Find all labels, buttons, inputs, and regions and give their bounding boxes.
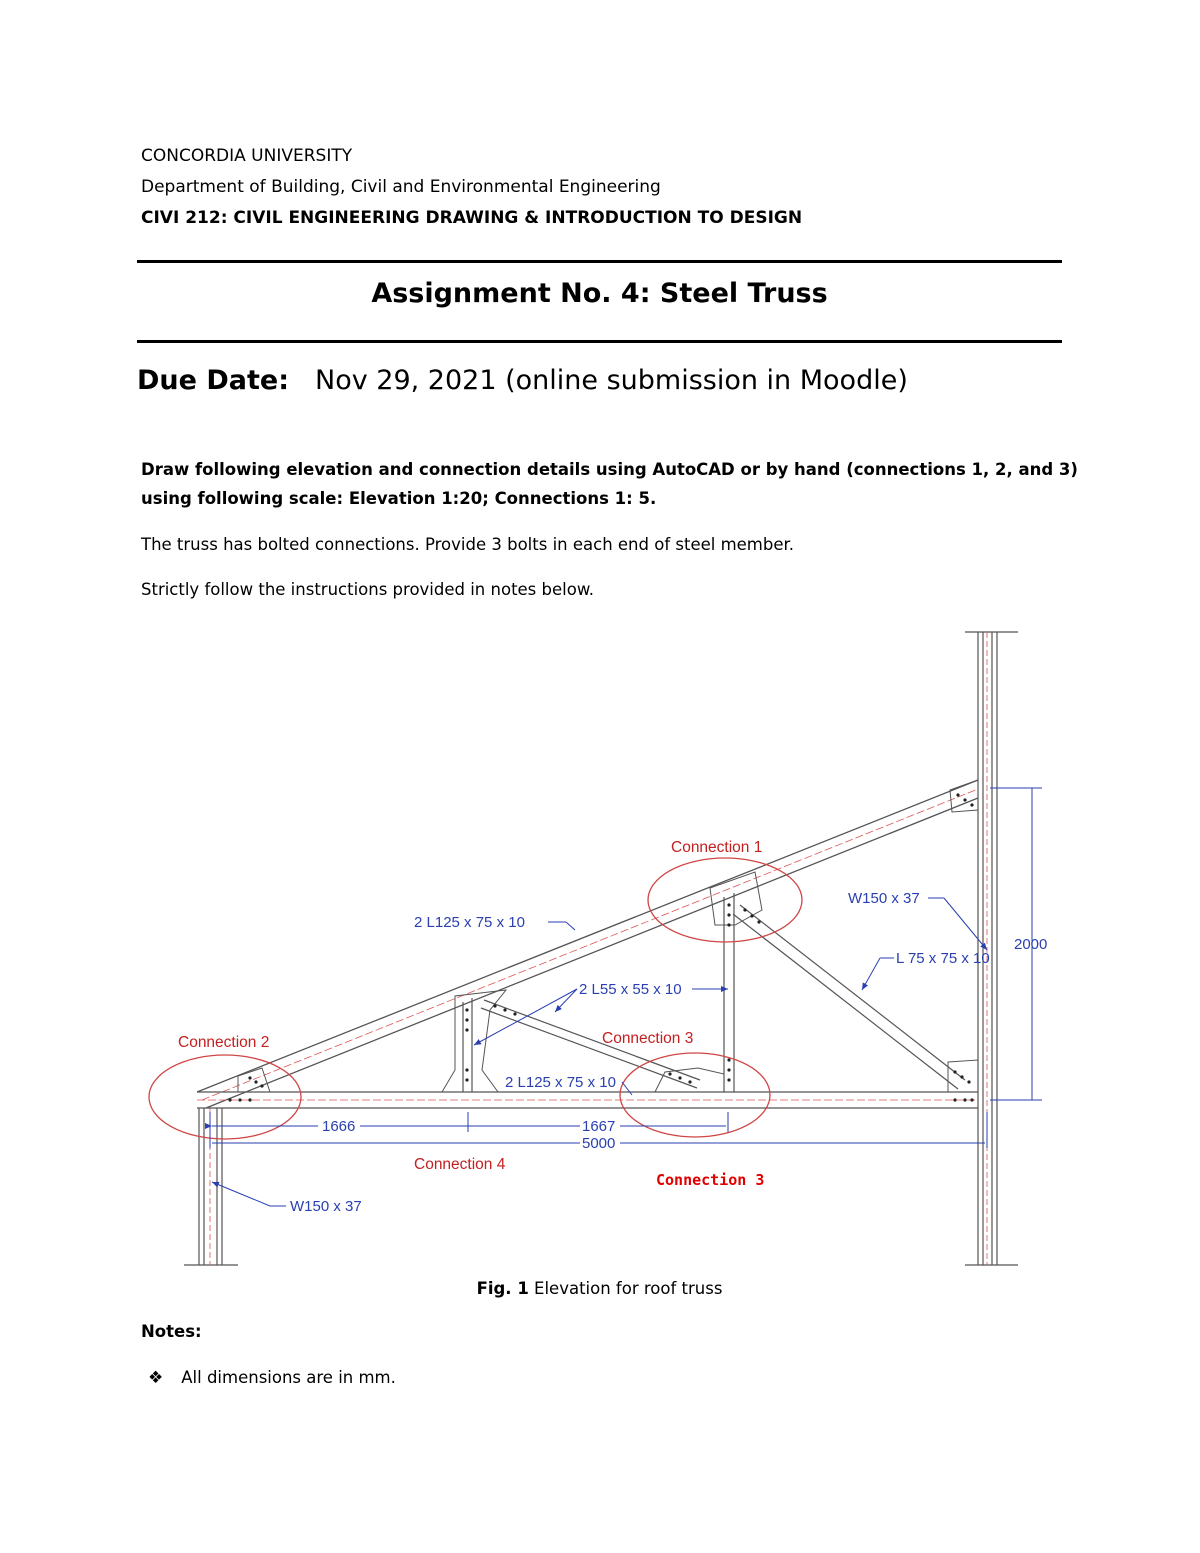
bottom-chord <box>197 1092 978 1108</box>
due-date-value: Nov 29, 2021 (online submission in Moodle) <box>315 365 908 396</box>
right-column-label: W150 x 37 <box>848 890 920 907</box>
connection-3-highlight-label: Connection 3 <box>656 1171 765 1189</box>
bolts-note: The truss has bolted connections. Provide 3 bolts in each end of steel member. <box>141 535 795 554</box>
top-chord <box>197 780 978 1108</box>
bolts <box>228 793 973 1101</box>
diagonal-label: L 75 x 75 x 10 <box>896 950 990 967</box>
department-name: Department of Building, Civil and Environmental Engineering <box>141 177 661 197</box>
assignment-title: Assignment No. 4: Steel Truss <box>371 278 828 309</box>
left-column <box>184 1108 238 1265</box>
diagonal-members <box>481 905 965 1089</box>
due-date-label: Due Date: <box>137 365 289 396</box>
university-name: CONCORDIA UNIVERSITY <box>141 146 353 166</box>
connection-2-label: Connection 2 <box>178 1034 270 1051</box>
course-title: CIVI 212: CIVIL ENGINEERING DRAWING & INTRODUCTION TO DESIGN <box>141 208 803 228</box>
height-dimension-value: 2000 <box>1014 936 1048 953</box>
instruction-line-2: using following scale: Elevation 1:20; Connections 1: 5. <box>141 489 657 508</box>
dimension-segment-1: 1666 <box>322 1118 356 1135</box>
web-member-label: 2 L55 x 55 x 10 <box>579 981 682 998</box>
right-column <box>965 632 1018 1265</box>
left-column-label: W150 x 37 <box>290 1198 362 1215</box>
dimension-segment-2: 1667 <box>582 1118 616 1135</box>
connection-3-label: Connection 3 <box>602 1030 694 1047</box>
connection-1-label: Connection 1 <box>671 839 763 856</box>
notes-label: Notes: <box>141 1322 202 1341</box>
diamond-bullet-icon: ❖ <box>148 1368 164 1388</box>
instruction-line-1: Draw following elevation and connection details using AutoCAD or by hand (connections 1, 2, and 3) <box>141 460 1078 479</box>
note-text: All dimensions are in mm. <box>181 1368 396 1387</box>
note-item <box>148 1368 396 1388</box>
bottom-chord-label: 2 L125 x 75 x 10 <box>505 1074 616 1091</box>
figure-caption <box>137 1279 1062 1298</box>
follow-note: Strictly follow the instructions provided in notes below. <box>141 580 595 599</box>
connection-ellipses <box>149 858 802 1139</box>
top-chord-label: 2 L125 x 75 x 10 <box>414 914 525 931</box>
figure-caption-text: Elevation for roof truss <box>528 1279 723 1298</box>
figure-caption-number: Fig. 1 <box>476 1279 529 1298</box>
connection-4-label: Connection 4 <box>414 1156 506 1173</box>
dimension-total: 5000 <box>582 1135 616 1152</box>
